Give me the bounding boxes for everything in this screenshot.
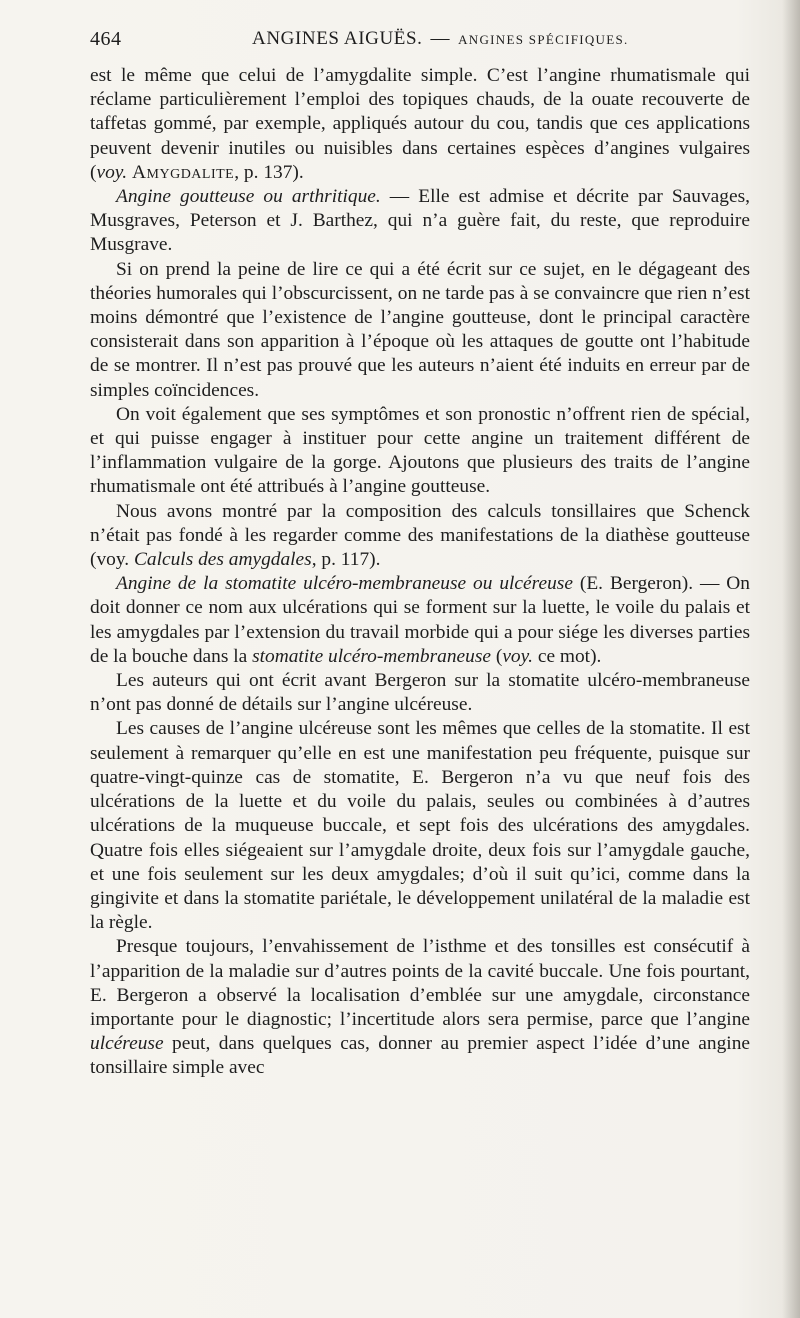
- paragraph-2: Angine goutteuse ou arthritique. — Elle est admise et décrite par Sauvages, Musgraves, Peterson et J. Barthez, qui n’a guère fait, du reste, que reproduire Musgrave.: [90, 186, 750, 256]
- title-separator: —: [430, 28, 451, 49]
- chapter-title: ANGINES AIGUËS.: [252, 28, 423, 49]
- paragraph-4: On voit également que ses symptômes et son pronostic n’offrent rien de spécial, et qui puisse engager à instituer pour cette angine un traitement différent de l’inflammation vulgaire de la gorge. Ajoutons que plusieurs des traits de l’angine rhumatismale ont été attribués à l’angine goutteuse.: [90, 403, 750, 498]
- page-number: 464: [90, 28, 122, 50]
- section-heading: Angine goutteuse ou arthritique.: [116, 186, 381, 208]
- cross-reference: Calculs des amygdales: [133, 549, 312, 571]
- paragraph-6: Angine de la stomatite ulcéro-membraneuse ou ulcéreuse (E. Bergeron). — On doit donner ce nom aux ulcérations qui se forment sur la luette, le voile du palais et les amygdales par l’extension du travail morbide qui a pour siége les diverses parties de la bouche dans la stomatite ulcéro-membraneuse (voy. ce mot).: [90, 573, 750, 667]
- paragraph-8: Les causes de l’angine ulcéreuse sont les mêmes que celles de la stomatite. Il est seulement à remarquer qu’elle en est une manifestation peu fréquente, puisque sur quatre-vingt-quinze cas de stomatite, E. Bergeron n’a vu que neuf fois des ulcérations de la luette et du voile du palais, seules ou combinées à d’autres ulcérations de la muqueuse buccale, et sept fois des ulcérations des amygdales. Quatre fois elles siégeaient sur l’amygdale droite, deux fois sur l’amygdale gauche, et une fois seulement sur les deux amygdales; d’où il suit qu’ici, comme dans la gingivite et dans la stomatite pariétale, le développement unilatéral de la maladie est la règle.: [90, 718, 750, 934]
- section-title: ANGINES SPÉCIFIQUES.: [458, 32, 629, 47]
- paragraph-7: Les auteurs qui ont écrit avant Bergeron sur la stomatite ulcéro-membraneuse n’ont pas donné de détails sur l’angine ulcéreuse.: [90, 670, 750, 716]
- running-title: [252, 28, 629, 50]
- paragraph-1: est le même que celui de l’amygdalite simple. C’est l’angine rhumatismale qui réclame particulièrement l’emploi des topiques chauds, de la ouate recouverte de taffetas gommé, par exemple, appliqués autour du cou, tandis que ces applications peuvent devenir inutiles ou nuisibles dans certaines espèces d’angines vulgaires (voy. Amygdalite, p. 137).: [90, 65, 750, 183]
- section-heading: Angine de la stomatite ulcéro-membraneuse ou ulcéreuse: [116, 573, 573, 595]
- running-header: [90, 28, 750, 58]
- page-gutter-shadow: [782, 0, 800, 1318]
- cross-reference: stomatite ulcéro-membraneuse: [252, 645, 491, 667]
- paragraph-5: Nous avons montré par la composition des calculs tonsillaires que Schenck n’était pas fondé à les regarder comme des manifestations de la diathèse goutteuse (voy. Calculs des amygdales, p. 117).: [90, 500, 750, 571]
- cross-reference: Amygdalite: [132, 161, 235, 183]
- body-text: [90, 64, 750, 1081]
- paragraph-3: Si on prend la peine de lire ce qui a été écrit sur ce sujet, en le dégageant des théories humorales qui l’obscurcissent, on ne tarde pas à se convaincre que rien n’est moins démontré que l’existence de l’angine goutteuse, dont le principal caractère consisterait dans son apparition à l’époque où les attaques de goutte ont l’habitude de se montrer. Il n’est pas prouvé que les auteurs n’aient été induits en erreur par de simples coïncidences.: [90, 258, 750, 401]
- paragraph-9: Presque toujours, l’envahissement de l’isthme et des tonsilles est consécutif à l’apparition de la maladie sur d’autres points de la cavité buccale. Une fois pourtant, E. Bergeron a observé la localisation d’emblée sur une amygdale, circonstance importante pour le diagnostic; l’incertitude alors sera permise, parce que l’angine ulcéreuse peut, dans quelques cas, donner au premier aspect l’idée d’une angine tonsillaire simple avec: [90, 936, 750, 1079]
